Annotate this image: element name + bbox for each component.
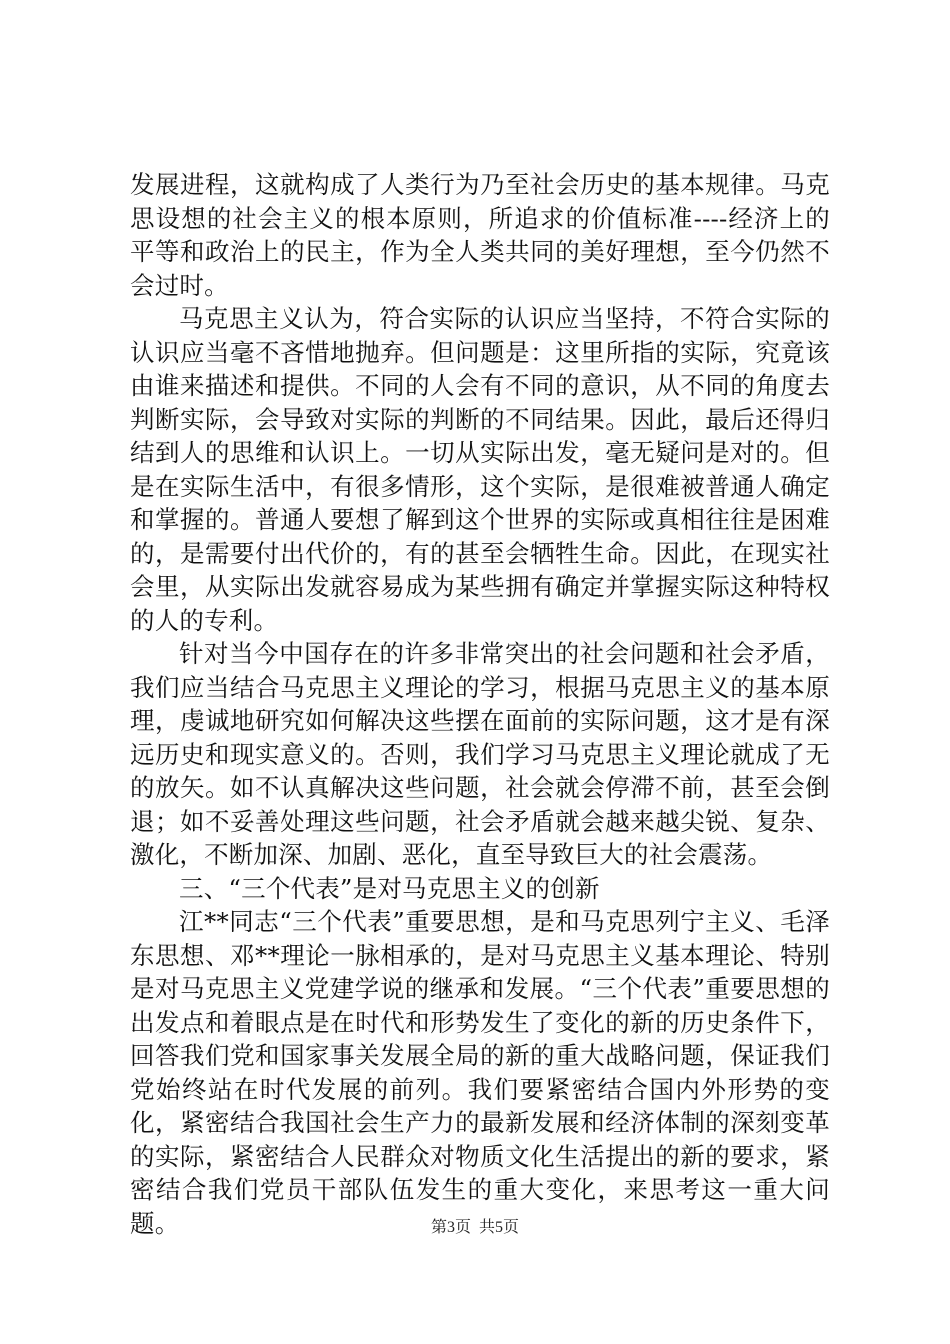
section-heading: 三、“三个代表”是对马克思主义的创新 — [179, 873, 600, 903]
footer-spacer — [471, 1219, 479, 1236]
page-footer — [0, 1218, 950, 1238]
page-number: 第3页 — [430, 1219, 471, 1236]
body-text — [130, 168, 830, 1240]
paragraph-practice: 马克思主义认为，符合实际的认识应当坚持，不符合实际的认识应当毫不吝惜地抛弃。但问题是：这里所指的实际，究竟该由谁来描述和提供。不同的人会有不同的意识，从不同的角度去判断实际，会导致对实际的判断的不同结果。因此，最后还得归结到人的思维和认识上。一切从实际出发，毫无疑问是对的。但是在实际生活中，有很多情形，这个实际，是很难被普通人确定和掌握的。普通人要想了解到这个世界的实际或真相往往是困难的，是需要付出代价的，有的甚至会牺牲生命。因此，在现实社会里，从实际出发就容易成为某些拥有确定并掌握实际这种特权的人的专利。 — [130, 304, 830, 635]
page-total: 共5页 — [479, 1219, 520, 1236]
paragraph-social-problems: 针对当今中国存在的许多非常突出的社会问题和社会矛盾，我们应当结合马克思主义理论的学习，根据马克思主义的基本原理，虔诚地研究如何解决这些摆在面前的实际问题，这才是有深远历史和现实意义的。否则，我们学习马克思主义理论就成了无的放矢。如不认真解决这些问题，社会就会停滞不前，甚至会倒退；如不妥善处理这些问题，社会矛盾就会越来越尖锐、复杂、激化，不断加深、加剧、恶化，直至导致巨大的社会震荡。 — [130, 639, 830, 869]
paragraph-continuation: 发展进程，这就构成了人类行为乃至社会历史的基本规律。马克思设想的社会主义的根本原则，所追求的价值标准----经济上的平等和政治上的民主，作为全人类共同的美好理想，至今仍然不会过时。 — [130, 170, 830, 300]
paragraph-three-represents: 江**同志“三个代表”重要思想，是和马克思列宁主义、毛泽东思想、邓**理论一脉相承的，是对马克思主义基本理论、特别是对马克思主义党建学说的继承和发展。“三个代表”重要思想的出发点和着眼点是在时代和形势发生了变化的新的历史条件下，回答我们党和国家事关发展全局的新的重大战略问题，保证我们党始终站在时代发展的前列。我们要紧密结合国内外形势的变化，紧密结合我国社会生产力的最新发展和经济体制的深刻变革的实际，紧密结合人民群众对物质文化生活提出的新的要求，紧密结合我们党员干部队伍发生的重大变化，来思考这一重大问题。 — [130, 907, 830, 1238]
